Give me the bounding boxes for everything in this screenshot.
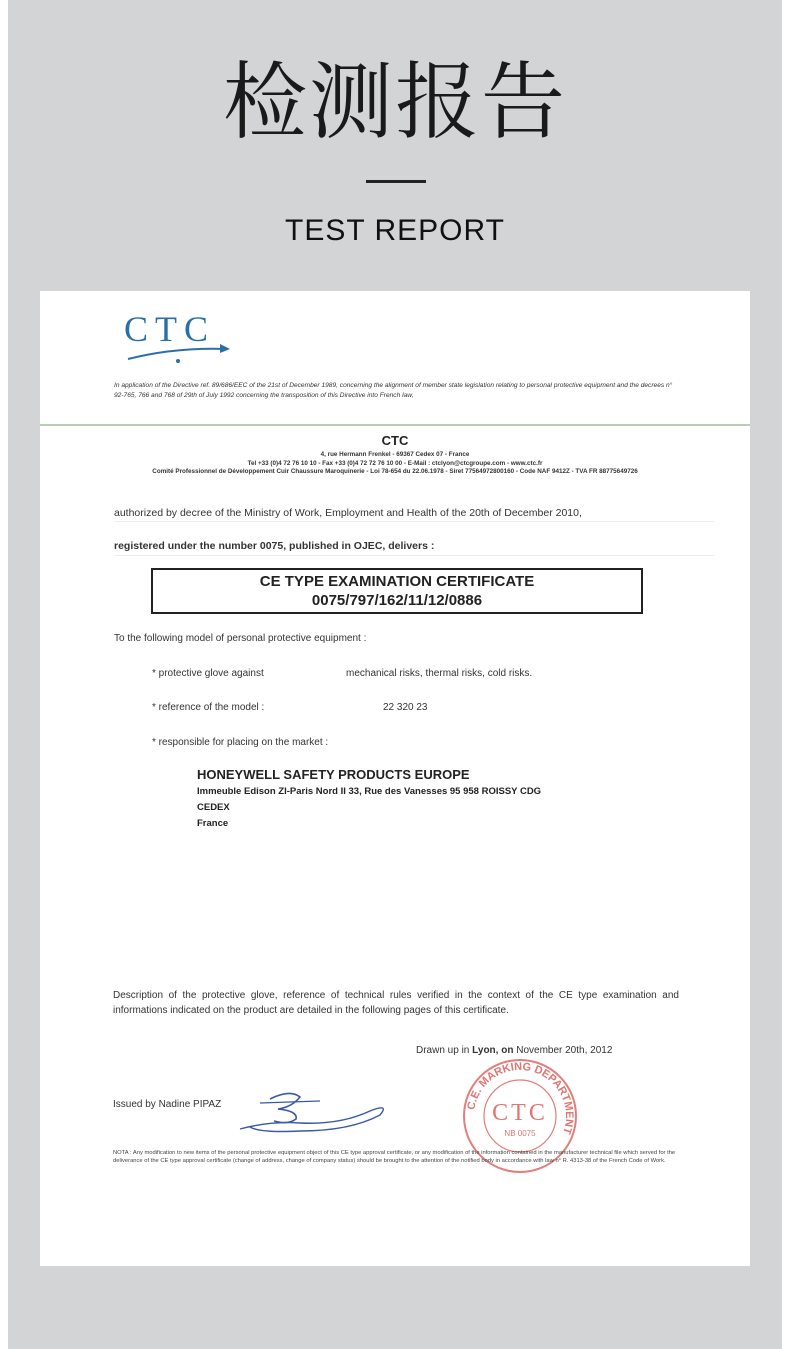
certificate-number: 0075/797/162/11/12/0886 [311,592,483,609]
description-text: Description of the protective glove, reference of technical rules verified in the context of the CE type examination and informations indicated on the product are detailed in the following pages of this certificate. [113,990,679,1016]
certificate-document [40,291,750,1266]
following-model-text: To the following model of personal protective equipment : [114,633,367,644]
glove-value: mechanical risks, thermal risks, cold risks. [346,668,533,679]
drawn-up-line [416,1045,612,1056]
page-title-chinese: 检测报告 [222,53,567,151]
stamp-center-text: CTC [492,1100,548,1126]
page-background [8,0,782,1349]
reference-label: * reference of the model : [152,702,265,713]
reference-value: 22 320 23 [383,702,428,713]
header-divider [40,424,750,426]
stamp-number-text: NB 0075 [504,1129,536,1138]
signature-image [230,1089,400,1137]
manufacturer-name: HONEYWELL SAFETY PRODUCTS EUROPE [197,767,470,782]
faint-divider [114,521,714,522]
address-line: 4, rue Hermann Frenkel - 69367 Cedex 07 - France [320,451,470,458]
manufacturer-address-cedex: CEDEX [197,802,230,813]
ctc-logo-text: CTC [124,309,216,349]
registration-text: registered under the number 0075, published in OJEC, delivers : [114,540,435,552]
page-title-english: TEST REPORT [285,214,505,247]
organization-title: CTC [381,433,409,448]
manufacturer-country: France [197,818,229,829]
ctc-logo [120,303,240,373]
registration-line: Comité Professionnel de Développement Cuir Chaussure Maroquinerie - Loi 78-654 du 22.06.1978 - Siret 77564972800160 - Code NAF 9412Z - TVA FR 88775649726 [152,468,638,476]
certificate-title: CE TYPE EXAMINATION CERTIFICATE [259,573,535,590]
issued-by-text: Issued by Nadine PIPAZ [113,1099,222,1110]
drawn-prefix: Drawn up in [416,1045,473,1056]
title-divider [366,180,426,183]
organization-address [100,451,690,477]
faint-divider [114,555,714,556]
manufacturer-address: Immeuble Edison ZI-Paris Nord II 33, Rue des Vanesses 95 958 ROISSY CDG [197,786,542,797]
certificate-title-box [151,568,643,614]
responsible-label: * responsible for placing on the market : [152,737,329,748]
contact-line: Tel +33 (0)4 72 76 10 10 - Fax +33 (0)4 72 72 76 10 00 - E-Mail : ctclyon@ctcgroupe.com - www.ctc.fr [247,459,543,467]
nota-footnote: NOTA : Any modification to new items of the personal protective equipment object of this CE type approval certificate, or any modification of the information contained in the manufacturer technical file which served for the deliverance of the CE type approval certificate (change of address, change of company status) should be brought to the attention of the notified body in accordance with law n° R. 4313-38 of the French Code of Work. [113,1150,676,1164]
glove-label: * protective glove against [152,668,264,679]
directive-intro: In application of the Directive ref. 89/686/EEC of the 21st of December 1989, concerning the alignment of member state legislation relating to personal protective equipment and the decrees n° 92-765, 766 and 768 of 29th of July 1992 concerning the transposition of this Directive into French law, [114,382,673,399]
drawn-place: Lyon, on [472,1045,514,1056]
stamp-ring-text: C.E. MARKING DEPARTMENT [465,1060,576,1136]
authorization-text: authorized by decree of the Ministry of Work, Employment and Health of the 20th of December 2010, [114,507,582,519]
drawn-date: November 20th, 2012 [516,1045,613,1056]
